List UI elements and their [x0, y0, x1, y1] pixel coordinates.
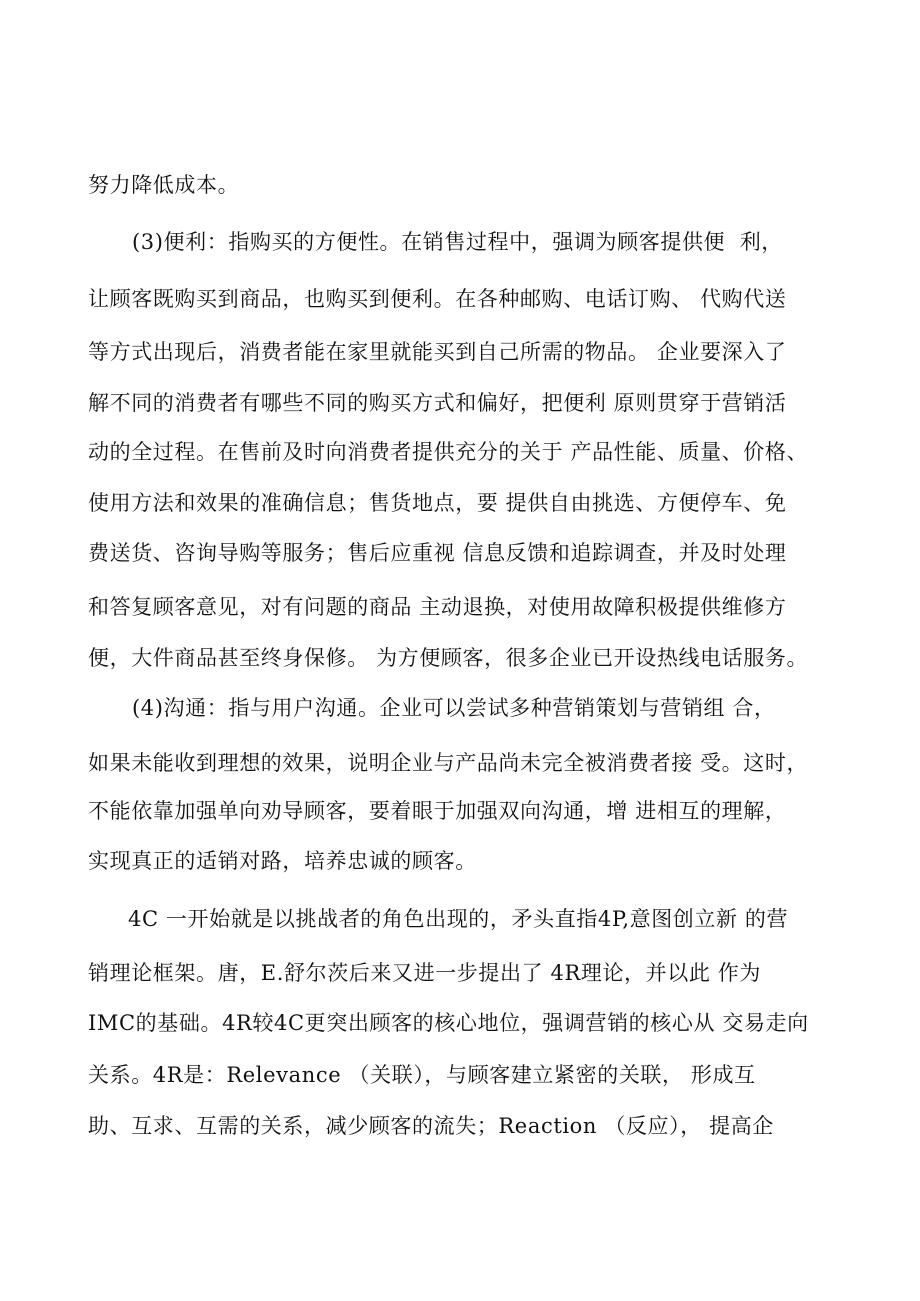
- paragraph-line: 便，大件商品甚至终身保修。 为方便顾客，很多企业已开设热线电话服务。: [88, 646, 809, 670]
- paragraph-line: 如果未能收到理想的效果，说明企业与产品尚未完全被消费者接 受。这时，: [88, 751, 809, 775]
- paragraph-line: IMC的基础。4R较4C更突出顾客的核心地位，强调营销的核心从 交易走向: [88, 1011, 809, 1035]
- paragraph-line: 解不同的消费者有哪些不同的购买方式和偏好，把便利 原则贯穿于营销活: [88, 391, 787, 415]
- paragraph-line: 让顾客既购买到商品，也购买到便利。在各种邮购、电话订购、 代购代送: [88, 287, 787, 311]
- paragraph-line: 费送货、咨询导购等服务；售后应重视 信息反馈和追踪调查，并及时处理: [88, 541, 787, 565]
- paragraph-line: (3)便利：指购买的方便性。在销售过程中，强调为顾客提供便 利，: [132, 230, 783, 254]
- paragraph-line: 努力降低成本。: [88, 173, 240, 197]
- paragraph-line: 销理论框架。唐，E.舒尔茨后来又进一步提出了 4R理论，并以此 作为: [88, 961, 761, 985]
- paragraph-line: (4)沟通：指与用户沟通。企业可以尝试多种营销策划与营销组 合，: [132, 696, 776, 720]
- paragraph-line: 4C 一开始就是以挑战者的角色出现的，矛头直指4P,意图创立新 的营: [128, 907, 789, 931]
- paragraph-line: 助、互求、互需的关系，减少顾客的流失；Reaction （反应）， 提高企: [88, 1114, 774, 1138]
- paragraph-line: 关系。4R是：Relevance （关联），与顾客建立紧密的关联， 形成互: [88, 1063, 756, 1087]
- paragraph-line: 等方式出现后，消费者能在家里就能买到自己所需的物品。 企业要深入了: [88, 340, 787, 364]
- paragraph-line: 使用方法和效果的准确信息；售货地点，要 提供自由挑选、方便停车、免: [88, 491, 787, 515]
- paragraph-line: 和答复顾客意见，对有问题的商品 主动退换，对使用故障积极提供维修方: [88, 595, 787, 619]
- paragraph-line: 实现真正的适销对路，培养忠诚的顾客。: [88, 849, 477, 873]
- paragraph-line: 动的全过程。在售前及时向消费者提供充分的关于 产品性能、质量、价格、: [88, 440, 809, 464]
- paragraph-line: 不能依靠加强单向劝导顾客，要着眼于加强双向沟通，增 进相互的理解，: [88, 799, 787, 823]
